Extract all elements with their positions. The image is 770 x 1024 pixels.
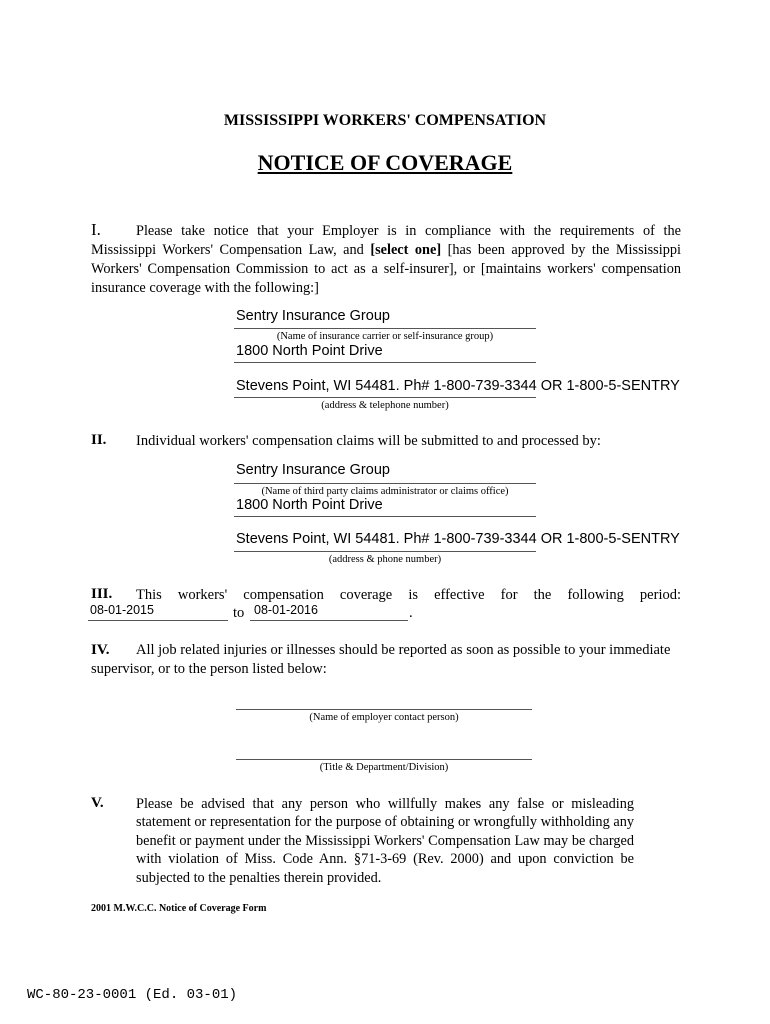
admin-address-line2[interactable]: Stevens Point, WI 54481. Ph# 1-800-739-3344 OR 1-800-5-SENTRY <box>236 531 680 547</box>
form-name: 2001 M.W.C.C. Notice of Coverage Form <box>91 903 267 914</box>
form-id: WC-80-23-0001 (Ed. 03-01) <box>27 987 238 1003</box>
admin-address-line2-rule <box>234 551 536 552</box>
to-label: to <box>233 605 245 621</box>
carrier-address-caption: (address & telephone number) <box>321 400 449 411</box>
section-3-text: This workers' compensation coverage is effective for the following period: <box>136 587 681 603</box>
section-1 <box>91 220 681 298</box>
section-2-text: Individual workers' compensation claims will be submitted to and processed by: <box>136 433 601 449</box>
admin-address-line1[interactable]: 1800 North Point Drive <box>236 497 383 513</box>
admin-address-caption: (address & phone number) <box>328 554 442 565</box>
section-1-number: I. <box>91 220 101 239</box>
start-date-field[interactable]: 08-01-2015 <box>90 603 154 617</box>
title-department-line[interactable] <box>236 759 532 760</box>
carrier-name-line <box>234 328 536 329</box>
section-5-text: Please be advised that any person who willfully makes any false or misleading statement or representation for the purpose of obtaining or wrongfully withholding any benefit or payment under the Mississippi Workers' Compensation Law may be charged with violation of Miss. Code Ann. §71-3-69 (Rev. 2000) and upon conviction be subjected to the penalties therein provided. <box>136 796 634 886</box>
carrier-address-line1[interactable]: 1800 North Point Drive <box>236 343 383 359</box>
section-4-paragraph: IV. All job related injuries or illnesses should be reported as soon as possible to your immediate supervisor, or to the person listed below: <box>91 642 671 677</box>
contact-person-caption: (Name of employer contact person) <box>309 712 459 723</box>
carrier-address-line1-rule <box>234 362 536 363</box>
start-date-line <box>88 620 228 621</box>
section-4 <box>91 641 681 679</box>
contact-person-line[interactable] <box>236 709 532 710</box>
carrier-name-caption: (Name of insurance carrier or self-insurance group) <box>276 331 494 342</box>
admin-name-caption: (Name of third party claims administrator or claims office) <box>261 486 509 497</box>
end-date-line <box>250 620 408 621</box>
admin-name-line <box>234 483 536 484</box>
document-title: MISSISSIPPI WORKERS' COMPENSATION <box>223 112 547 129</box>
section-3-number: III. <box>91 586 113 602</box>
select-one-label: [select one] <box>370 242 442 258</box>
carrier-address-line2-rule <box>234 397 536 398</box>
admin-address-line1-rule <box>234 516 536 517</box>
section-5-number: V. <box>91 795 104 811</box>
section-2-number: II. <box>91 432 107 448</box>
carrier-name-field[interactable]: Sentry Insurance Group <box>236 308 390 324</box>
carrier-address-line2[interactable]: Stevens Point, WI 54481. Ph# 1-800-739-3344 OR 1-800-5-SENTRY <box>236 378 680 394</box>
end-date-field[interactable]: 08-01-2016 <box>254 603 318 617</box>
section-4-number: IV. <box>91 642 110 658</box>
admin-name-field[interactable]: Sentry Insurance Group <box>236 462 390 478</box>
section-1-paragraph: I. Please take notice that your Employer is in compliance with the requirements of the Mississippi Workers' Compensation Law, and [select one] [has been approved by the Mississippi Workers' Compensation Commission to act as a self-insurer], or [maintains workers' compensation insurance coverage with the following:] <box>91 220 681 296</box>
document-subtitle: NOTICE OF COVERAGE <box>257 150 513 175</box>
period-mark: . <box>409 605 413 621</box>
title-department-caption: (Title & Department/Division) <box>319 762 449 773</box>
